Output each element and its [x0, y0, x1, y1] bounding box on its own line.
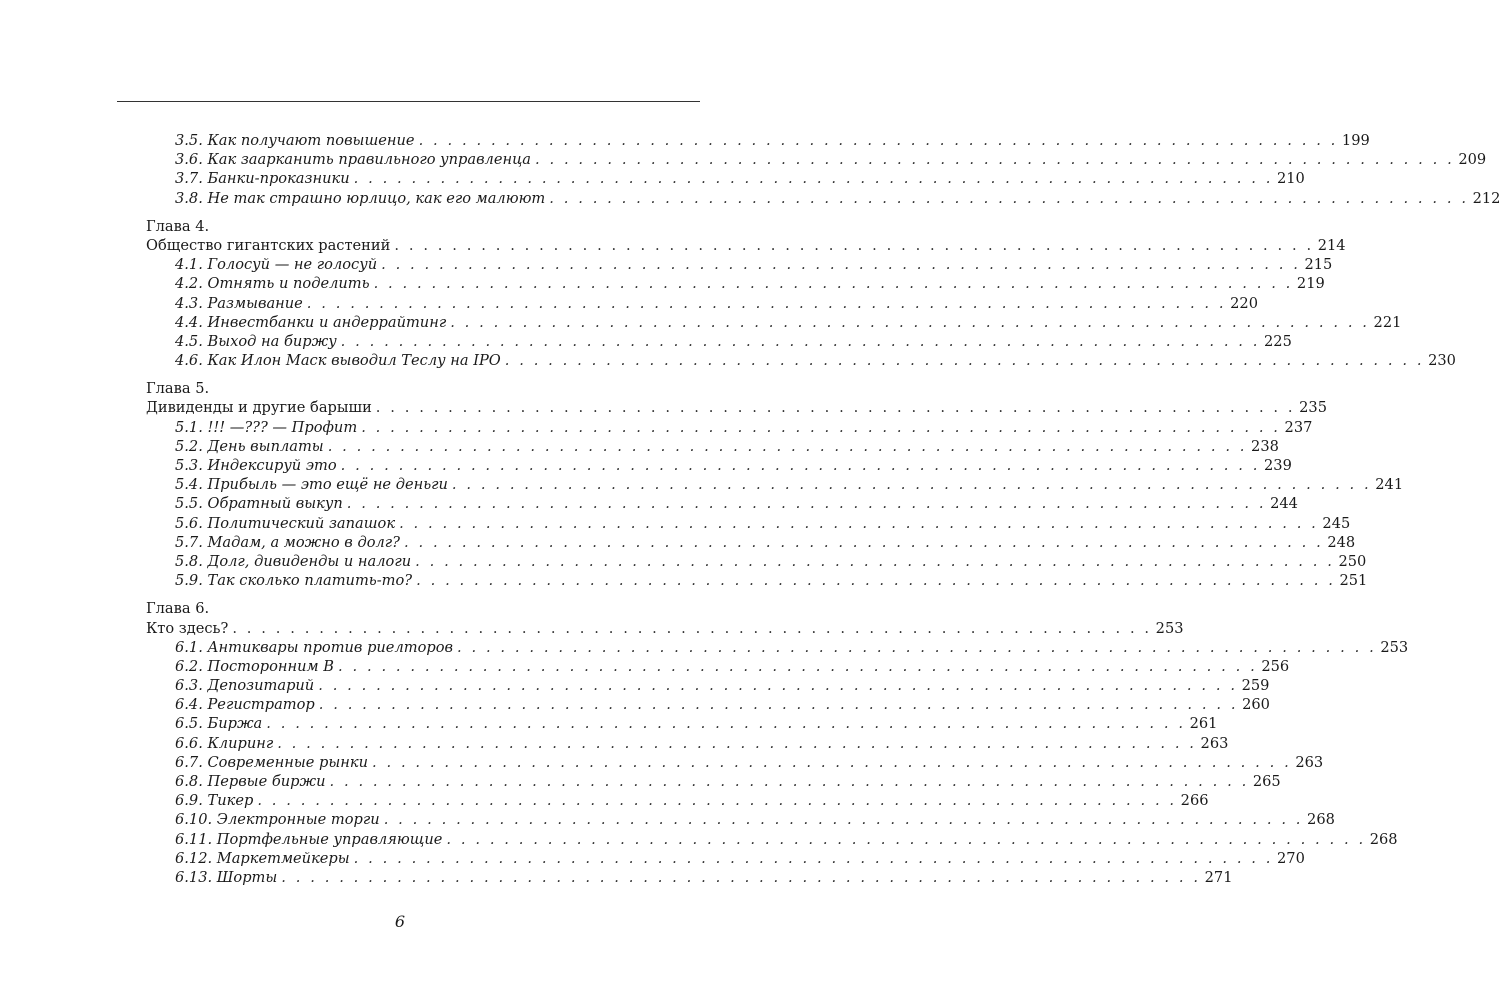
dot-leader: . . . . . . . . . . . . . . . . . . . . . . . . . . . . . . . . . . . . . . . . . . . . . . . . . . . . . . . . . . . . . . . .	[353, 170, 1273, 188]
toc-subsection-entry[interactable]	[146, 169, 1305, 188]
dot-leader: . . . . . . . . . . . . . . . . . . . . . . . . . . . . . . . . . . . . . . . . . . . . . . . . . . . . . . . . . . . . . . . .	[318, 677, 1238, 695]
dot-leader: . . . . . . . . . . . . . . . . . . . . . . . . . . . . . . . . . . . . . . . . . . . . . . . . . . . . . . . . . . . . . . . .	[327, 437, 1248, 455]
dot-leader: . . . . . . . . . . . . . . . . . . . . . . . . . . . . . . . . . . . . . . . . . . . . . . . . . . . . . . . . . . . . . . . .	[329, 773, 1249, 790]
dot-leader: . . . . . . . . . . . . . . . . . . . . . . . . . . . . . . . . . . . . . . . . . . . . . . . . . . . . . . . . . . . . . . . .	[418, 132, 1338, 149]
toc-entry-title: 6.13. Шорты	[175, 868, 278, 886]
toc-entry-title: 3.8. Не так страшно юрлицо, как его малюют	[175, 189, 546, 207]
toc-subsection-entry[interactable]	[146, 189, 1500, 208]
toc-subsection-entry[interactable]	[146, 131, 1370, 150]
toc-entry-title: 4.3. Размывание	[175, 294, 303, 312]
dot-leader: . . . . . . . . . . . . . . . . . . . . . . . . . . . . . . . . . . . . . . . . . . . . . . . . . . . . . . . . . . . . . . . .	[338, 657, 1258, 675]
toc-entry-title: 5.3. Индексируй это	[175, 457, 337, 474]
toc-entry-page: 260	[1242, 696, 1270, 714]
toc-entry-page: 215	[1304, 256, 1333, 274]
dot-leader: . . . . . . . . . . . . . . . . . . . . . . . . . . . . . . . . . . . . . . . . . . . . . . . . . . . . . . . . . . . . . . . .	[318, 696, 1239, 714]
toc-subsection-entry[interactable]	[146, 418, 1313, 437]
toc-entry-title: 6.3. Депозитарий	[175, 677, 315, 695]
toc-entry-title: 6.6. Клиринг	[175, 734, 274, 752]
chapter-heading: Глава 4.	[146, 217, 210, 235]
toc-entry-page: 210	[1276, 170, 1305, 188]
toc-entry-title: 6.2. Посторонним В	[175, 657, 335, 675]
toc-subsection-entry[interactable]	[146, 868, 1233, 887]
dot-leader: . . . . . . . . . . . . . . . . . . . . . . . . . . . . . . . . . . . . . . . . . . . . . . . . . . . . . . . . . . . . . . . .	[346, 495, 1267, 513]
toc-entry-page: 214	[1317, 236, 1346, 254]
toc-entry-title: Общество гигантских растений	[146, 236, 391, 254]
toc-subsection-entry[interactable]	[146, 772, 1281, 791]
toc-entry-title: 5.6. Политический запашок	[175, 514, 396, 532]
toc-entry-title: 6.1. Антиквары против риелторов	[175, 638, 453, 656]
toc-subsection-entry[interactable]	[146, 437, 1279, 456]
toc-subsection-entry[interactable]	[146, 332, 1292, 351]
dot-leader: . . . . . . . . . . . . . . . . . . . . . . . . . . . . . . . . . . . . . . . . . . . . . . . . . . . . . . . . . . . . . . . .	[549, 189, 1469, 207]
toc-entry-title: 5.5. Обратный выкуп	[175, 495, 343, 513]
dot-leader: . . . . . . . . . . . . . . . . . . . . . . . . . . . . . . . . . . . . . . . . . . . . . . . . . . . . . . . . . . . . . . . .	[383, 811, 1304, 829]
dot-leader: . . . . . . . . . . . . . . . . . . . . . . . . . . . . . . . . . . . . . . . . . . . . . . . . . . . . . . . . . . . . . . . .	[446, 830, 1366, 848]
toc-entry-page: 251	[1339, 572, 1368, 590]
toc-entry-page: 248	[1327, 533, 1356, 551]
toc-subsection-entry[interactable]	[146, 533, 1356, 552]
toc-entry-page: 270	[1277, 849, 1305, 867]
toc-entry-page: 238	[1251, 437, 1279, 455]
toc-entry-title: 5.9. Так сколько платить-то?	[175, 572, 413, 590]
toc-entry-title: 4.1. Голосуй — не голосуй	[175, 256, 378, 274]
toc-entry-page: 237	[1284, 418, 1313, 436]
toc-entry-page: 199	[1341, 132, 1370, 149]
toc-entry-title: 4.2. Отнять и поделить	[175, 275, 370, 293]
toc-entry-title: 5.4. Прибыль — это ещё не деньги	[175, 476, 448, 494]
dot-leader: . . . . . . . . . . . . . . . . . . . . . . . . . . . . . . . . . . . . . . . . . . . . . . . . . . . . . . . . . . . . . . . .	[340, 332, 1261, 350]
toc-entry-page: 212	[1472, 189, 1500, 207]
toc-entry-title: 3.5. Как получают повышение	[175, 132, 415, 149]
toc-entry-page: 220	[1230, 294, 1258, 312]
toc-entry-title: 5.7. Мадам, а можно в долг?	[175, 533, 400, 551]
dot-leader: . . . . . . . . . . . . . . . . . . . . . . . . . . . . . . . . . . . . . . . . . . . . . . . . . . . . . . . . . . . . . . . .	[281, 868, 1201, 886]
dot-leader: . . . . . . . . . . . . . . . . . . . . . . . . . . . . . . . . . . . . . . . . . . . . . . . . . . . . . . . . . . . . . . . .	[340, 457, 1260, 474]
toc-entry-page: 239	[1264, 457, 1292, 474]
toc-entry-page: 244	[1270, 495, 1298, 513]
toc-subsection-entry[interactable]	[146, 810, 1335, 829]
dot-leader: . . . . . . . . . . . . . . . . . . . . . . . . . . . . . . . . . . . . . . . . . . . . . . . . . . . . . . . . . . . . . . . .	[361, 418, 1281, 436]
toc-entry-page: 235	[1299, 399, 1327, 417]
toc-subsection-entry[interactable]	[146, 255, 1333, 274]
toc-entry-title: 4.6. Как Илон Маск выводил Теслу на IPO	[175, 352, 501, 370]
toc-subsection-entry[interactable]	[146, 456, 1292, 475]
toc-entry-title: 3.6. Как заарканить правильного управленца	[175, 151, 531, 169]
toc-entry-title: Дивиденды и другие барыши	[146, 399, 372, 417]
toc-subsection-entry[interactable]	[146, 475, 1404, 494]
chapter-heading: Глава 5.	[146, 380, 210, 398]
toc-entry-page: 266	[1180, 792, 1209, 810]
toc-subsection-entry[interactable]	[146, 849, 1305, 868]
toc-entry-page: 241	[1375, 476, 1404, 494]
dot-leader: . . . . . . . . . . . . . . . . . . . . . . . . . . . . . . . . . . . . . . . . . . . . . . . . . . . . . . . . . . . . . . . .	[394, 236, 1314, 254]
toc-entry-page: 271	[1204, 868, 1233, 886]
toc-subsection-entry[interactable]	[146, 294, 1258, 313]
toc-entry-title: 6.4. Регистратор	[175, 696, 315, 714]
table-of-contents	[146, 131, 1500, 887]
toc-entry-page: 263	[1295, 753, 1324, 771]
dot-leader: . . . . . . . . . . . . . . . . . . . . . . . . . . . . . . . . . . . . . . . . . . . . . . . . . . . . . . . . . . . . . . . .	[372, 753, 1292, 771]
dot-leader: . . . . . . . . . . . . . . . . . . . . . . . . . . . . . . . . . . . . . . . . . . . . . . . . . . . . . . . . . . . . . . . .	[451, 476, 1372, 494]
toc-subsection-entry[interactable]	[146, 313, 1402, 332]
toc-entry-page: 265	[1252, 773, 1281, 790]
toc-chapter-entry[interactable]	[146, 619, 1184, 638]
chapter-heading: Глава 6.	[146, 600, 210, 618]
toc-subsection-entry[interactable]	[146, 734, 1229, 753]
toc-entry-page: 221	[1373, 313, 1402, 331]
dot-leader: . . . . . . . . . . . . . . . . . . . . . . . . . . . . . . . . . . . . . . . . . . . . . . . . . . . . . . . . . . . . . . . .	[450, 313, 1370, 331]
toc-entry-page: 209	[1458, 151, 1487, 169]
toc-entry-title: 5.2. День выплаты	[175, 437, 324, 455]
toc-subsection-entry[interactable]	[146, 695, 1270, 714]
toc-entry-page: 259	[1241, 677, 1270, 695]
page-number: 6	[394, 912, 406, 931]
toc-entry-title: 6.12. Маркетмейкеры	[175, 849, 350, 867]
dot-leader: . . . . . . . . . . . . . . . . . . . . . . . . . . . . . . . . . . . . . . . . . . . . . . . . . . . . . . . . . . . . . . . .	[306, 294, 1227, 312]
toc-entry-title: 6.9. Тикер	[175, 792, 254, 810]
toc-subsection-entry[interactable]	[146, 494, 1298, 513]
toc-subsection-entry[interactable]	[146, 571, 1368, 590]
dot-leader: . . . . . . . . . . . . . . . . . . . . . . . . . . . . . . . . . . . . . . . . . . . . . . . . . . . . . . . . . . . . . . . .	[456, 638, 1377, 656]
toc-subsection-entry[interactable]	[146, 351, 1456, 370]
toc-entry-title: 6.11. Портфельные управляющие	[175, 830, 443, 848]
toc-entry-title: 6.7. Современные рынки	[175, 753, 368, 771]
dot-leader: . . . . . . . . . . . . . . . . . . . . . . . . . . . . . . . . . . . . . . . . . . . . . . . . . . . . . . . . . . . . . . . .	[232, 619, 1152, 637]
toc-entry-page: 268	[1369, 830, 1398, 848]
toc-entry-page: 245	[1322, 514, 1351, 532]
toc-entry-page: 263	[1200, 734, 1229, 752]
toc-chapter-entry[interactable]	[146, 236, 1346, 255]
toc-entry-page: 225	[1264, 332, 1292, 350]
toc-subsection-entry[interactable]	[146, 676, 1270, 695]
toc-subsection-entry[interactable]	[146, 657, 1290, 676]
dot-leader: . . . . . . . . . . . . . . . . . . . . . . . . . . . . . . . . . . . . . . . . . . . . . . . . . . . . . . . . . . . . . . . .	[381, 256, 1301, 274]
toc-subsection-entry[interactable]	[146, 552, 1367, 571]
toc-entry-title: 6.8. Первые биржи	[175, 773, 326, 790]
toc-subsection-entry[interactable]	[146, 830, 1398, 849]
toc-entry-title: 5.1. !!! —??? — Профит	[175, 418, 358, 436]
toc-entry-page: 253	[1155, 619, 1184, 637]
toc-subsection-entry[interactable]	[146, 150, 1487, 169]
toc-subsection-entry[interactable]	[146, 514, 1351, 533]
dot-leader: . . . . . . . . . . . . . . . . . . . . . . . . . . . . . . . . . . . . . . . . . . . . . . . . . . . . . . . . . . . . . . . .	[403, 533, 1324, 551]
toc-entry-page: 253	[1380, 638, 1409, 656]
toc-entry-page: 261	[1189, 715, 1218, 733]
dot-leader: . . . . . . . . . . . . . . . . . . . . . . . . . . . . . . . . . . . . . . . . . . . . . . . . . . . . . . . . . . . . . . . .	[277, 734, 1197, 752]
toc-subsection-entry[interactable]	[146, 274, 1325, 293]
toc-subsection-entry[interactable]	[146, 638, 1409, 657]
toc-entry-title: 5.8. Долг, дивиденды и налоги	[175, 552, 412, 570]
dot-leader: . . . . . . . . . . . . . . . . . . . . . . . . . . . . . . . . . . . . . . . . . . . . . . . . . . . . . . . . . . . . . . . .	[415, 552, 1335, 570]
toc-entry-page: 256	[1261, 657, 1290, 675]
dot-leader: . . . . . . . . . . . . . . . . . . . . . . . . . . . . . . . . . . . . . . . . . . . . . . . . . . . . . . . . . . . . . . . .	[504, 352, 1425, 370]
header-rule	[117, 101, 700, 102]
toc-entry-page: 230	[1428, 352, 1456, 370]
toc-subsection-entry[interactable]	[146, 714, 1218, 733]
toc-entry-page: 219	[1296, 275, 1325, 293]
dot-leader: . . . . . . . . . . . . . . . . . . . . . . . . . . . . . . . . . . . . . . . . . . . . . . . . . . . . . . . . . . . . . . . .	[535, 151, 1455, 169]
toc-entry-title: 3.7. Банки-проказники	[175, 170, 350, 188]
dot-leader: . . . . . . . . . . . . . . . . . . . . . . . . . . . . . . . . . . . . . . . . . . . . . . . . . . . . . . . . . . . . . . . .	[373, 275, 1293, 293]
dot-leader: . . . . . . . . . . . . . . . . . . . . . . . . . . . . . . . . . . . . . . . . . . . . . . . . . . . . . . . . . . . . . . . .	[416, 572, 1336, 590]
dot-leader: . . . . . . . . . . . . . . . . . . . . . . . . . . . . . . . . . . . . . . . . . . . . . . . . . . . . . . . . . . . . . . . .	[375, 399, 1296, 417]
dot-leader: . . . . . . . . . . . . . . . . . . . . . . . . . . . . . . . . . . . . . . . . . . . . . . . . . . . . . . . . . . . . . . . .	[399, 514, 1319, 532]
toc-entry-title: 4.4. Инвестбанки и андеррайтинг	[175, 313, 447, 331]
dot-leader: . . . . . . . . . . . . . . . . . . . . . . . . . . . . . . . . . . . . . . . . . . . . . . . . . . . . . . . . . . . . . . . .	[266, 715, 1186, 733]
dot-leader: . . . . . . . . . . . . . . . . . . . . . . . . . . . . . . . . . . . . . . . . . . . . . . . . . . . . . . . . . . . . . . . .	[257, 792, 1177, 810]
toc-entry-title: 6.10. Электронные торги	[175, 811, 380, 829]
dot-leader: . . . . . . . . . . . . . . . . . . . . . . . . . . . . . . . . . . . . . . . . . . . . . . . . . . . . . . . . . . . . . . . .	[353, 849, 1274, 867]
toc-subsection-entry[interactable]	[146, 791, 1209, 810]
toc-entry-title: Кто здесь?	[146, 619, 229, 637]
toc-entry-page: 268	[1307, 811, 1335, 829]
toc-chapter-entry[interactable]	[146, 398, 1327, 417]
toc-entry-page: 250	[1338, 552, 1367, 570]
toc-subsection-entry[interactable]	[146, 753, 1324, 772]
toc-entry-title: 6.5. Биржа	[175, 715, 263, 733]
toc-entry-title: 4.5. Выход на биржу	[175, 332, 337, 350]
